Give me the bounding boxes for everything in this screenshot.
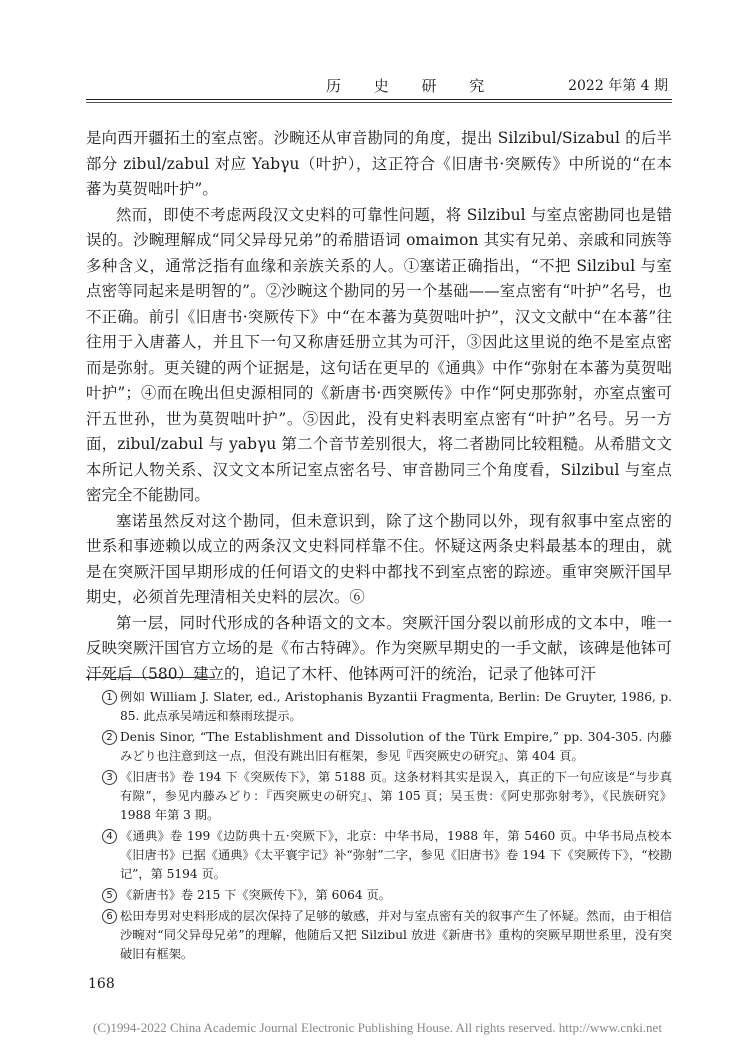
body-paragraph-1: 是向西开疆拓土的室点密。沙畹还从审音勘同的角度，提出 Silzibul/Sizabul 的后半部分 zibul/zabul 对应 Yabγu（叶护），这正符合《旧唐书·突厥传》中所说的“在本蕃为莫贺咄叶护”。 bbox=[86, 129, 672, 198]
page-number: 168 bbox=[88, 976, 115, 992]
footnotes bbox=[102, 688, 672, 966]
footnote-marker: 2 bbox=[102, 730, 117, 745]
footnote-marker: 1 bbox=[102, 690, 117, 705]
body-paragraph-2: 然而，即使不考虑两段汉文史料的可靠性问题，将 Silzibul 与室点密勘同也是错误的。沙畹理解成“同父异母兄弟”的希腊语词 omaimon 其实有兄弟、亲戚和同族等多种含义，通常泛指有血缘和亲族关系的人。①塞诺正确指出，“不把 Silzibul 与室点密等同起来是明智的”。②沙畹这个勘同的另一个基础——室点密有“叶护”名号，也不正确。前引《旧唐书·突厥传下》中“在本蕃为莫贺咄叶护”，汉文文献中“在本蕃”往往用于入唐蕃人，并且下一句又称唐廷册立其为可汗，③因此这里说的绝不是室点密而是弥射。更关键的两个证据是，这句话在更早的《通典》中作“弥射在本蕃为莫贺咄叶护”；④而在晚出但史源相同的《新唐书·西突厥传》中作“阿史那弥射，亦室点蜜可汗五世孙，世为莫贺咄叶护”。⑤因此，没有史料表明室点密有“叶护”名号。另一方面，zibul/zabul 与 yabγu 第二个音节差别很大，将二者勘同比较粗糙。从希腊文文本所记人物关系、汉文文本所记室点密名号、审音勘同三个角度看，Silzibul 与室点密完全不能勘同。 bbox=[86, 205, 672, 504]
footnote-text: Denis Sinor, “The Establishment and Dissolution of the Türk Empire,” pp. 304-305. 内藤みどり也注意到这一点，但没有跳出旧有框架，参见『西突厥史の研究』、第 404 頁。 bbox=[120, 730, 672, 763]
copyright-notice: (C)1994-2022 China Academic Journal Electronic Publishing House. All rights reserved. http://www.cnki.net bbox=[93, 1020, 662, 1035]
issue-label: 2022 年第 4 期 bbox=[568, 78, 668, 94]
article-body bbox=[86, 126, 672, 687]
footnote-3 bbox=[102, 768, 672, 825]
body-paragraph-3: 塞诺虽然反对这个勘同，但未意识到，除了这个勘同以外，现有叙事中室点密的世系和事迹赖以成立的两条汉文史料同样靠不住。怀疑这两条史料最基本的理由，就是在突厥汗国早期形成的任何语文的史料中都找不到室点密的踪迹。重审突厥汗国早期史，必须首先理清相关史料的层次。⑥ bbox=[86, 511, 672, 606]
footnote-2 bbox=[102, 728, 672, 766]
footnote-text: 例如 William J. Slater, ed., Aristophanis Byzantii Fragmenta, Berlin: De Gruyter, 1986, p. 85. 此点承吴靖远和蔡雨玹提示。 bbox=[120, 690, 672, 723]
journal-title: 历 史 研 究 bbox=[326, 77, 499, 95]
footnote-4 bbox=[102, 827, 672, 884]
header-rule-thin bbox=[86, 102, 672, 103]
footnote-text: 《通典》卷 199《边防典十五·突厥下》，北京：中华书局，1988 年，第 5460 页。中华书局点校本《旧唐书》已据《通典》《太平寰宇记》补“弥射”二字，参见《旧唐书》卷 194 下《突厥传下》，“校勘记”，第 5194 页。 bbox=[120, 829, 672, 881]
header-rule bbox=[86, 99, 672, 100]
footnote-marker: 5 bbox=[102, 888, 117, 903]
footnote-marker: 3 bbox=[102, 770, 117, 785]
footnote-marker: 6 bbox=[102, 909, 117, 924]
footnote-5 bbox=[102, 886, 672, 905]
footnote-text: 松田寿男对史料形成的层次保持了足够的敏感，并对与室点密有关的叙事产生了怀疑。然而，由于相信沙畹对“同父异母兄弟”的理解，他随后又把 Silzibul 放进《新唐书》重构的突厥早期世系里，没有突破旧有框架。 bbox=[120, 909, 672, 961]
footnote-1 bbox=[102, 688, 672, 726]
footnote-separator bbox=[86, 677, 214, 678]
running-header bbox=[86, 72, 672, 96]
footnote-6 bbox=[102, 907, 672, 964]
footnote-text: 《新唐书》卷 215 下《突厥传下》，第 6064 页。 bbox=[120, 888, 391, 902]
body-paragraph-4: 第一层，同时代形成的各种语文的文本。突厥汗国分裂以前形成的文本中，唯一反映突厥汗国官方立场的是《布古特碑》。作为突厥早期史的一手文献，该碑是他钵可汗死后（580）建立的，追记了木杆、他钵两可汗的统治，记录了他钵可汗 bbox=[86, 613, 672, 683]
footnote-text: 《旧唐书》卷 194 下《突厥传下》，第 5188 页。这条材料其实是误入，真正的下一句应该是“与步真有隙”，参见内藤みどり：『西突厥史の研究』、第 105 頁；吴玉贵：《阿史那弥射考》，《民族研究》1988 年第 3 期。 bbox=[120, 770, 672, 822]
footnote-marker: 4 bbox=[102, 829, 117, 844]
